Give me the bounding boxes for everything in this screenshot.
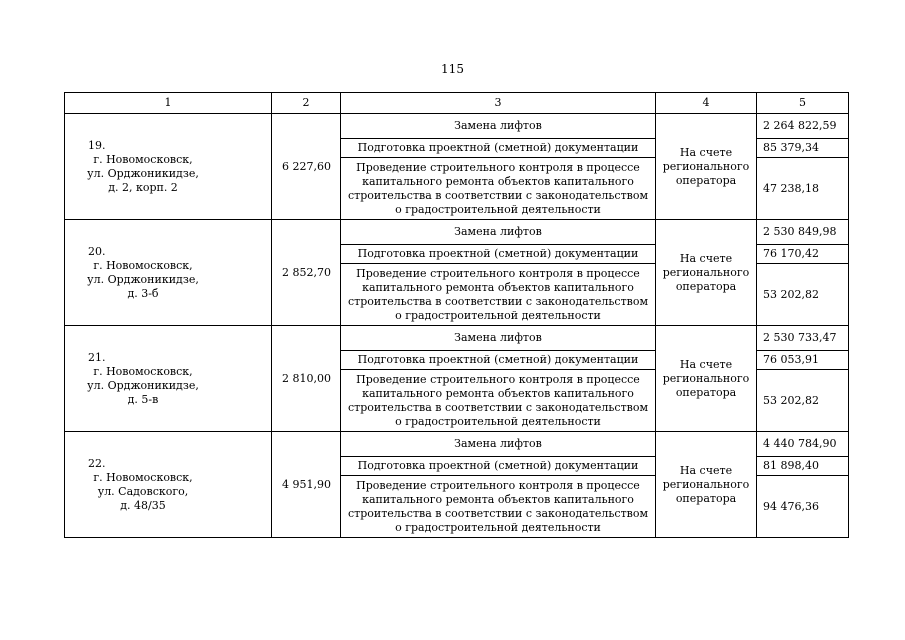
account-line: На счете	[679, 463, 733, 477]
address-line: г. Новомосковск,	[93, 364, 193, 378]
address-line: г. Новомосковск,	[93, 470, 193, 484]
account-line: оператора	[675, 173, 737, 187]
address-line: д. 2, корп. 2	[108, 180, 178, 194]
area-cell: 4 951,90	[272, 432, 341, 538]
cost-cell: 76 170,42	[757, 245, 849, 264]
account-line: оператора	[675, 279, 737, 293]
object-cell	[65, 326, 272, 432]
page-number: 115	[441, 62, 464, 76]
address	[68, 153, 218, 195]
address-line: д. 48/35	[120, 498, 166, 512]
header-cell: 1	[65, 93, 272, 114]
header-cell: 4	[656, 93, 757, 114]
header-row	[65, 93, 849, 114]
cost-cell: 2 264 822,59	[757, 114, 849, 139]
object-cell	[65, 432, 272, 538]
cost-cell: 85 379,34	[757, 139, 849, 158]
address-line: д. 3-б	[127, 286, 159, 300]
address-line: д. 5-в	[127, 392, 159, 406]
account-line: На счете	[679, 145, 733, 159]
row-number: 20.	[88, 244, 106, 258]
account-cell	[656, 114, 757, 220]
work-type-cell: Проведение строительного контроля в процессе капитального ремонта объектов капитального строительства в соответствии с законодательством о градостроительной деятельности	[341, 264, 656, 326]
account-line: На счете	[679, 357, 733, 371]
address-line: ул. Садовского,	[97, 484, 189, 498]
cost-cell: 76 053,91	[757, 351, 849, 370]
row-number: 22.	[88, 456, 106, 470]
table-row	[65, 220, 849, 245]
account-line: оператора	[675, 385, 737, 399]
cost-cell: 47 238,18	[757, 158, 849, 220]
header-cell: 2	[272, 93, 341, 114]
work-type-cell: Проведение строительного контроля в процессе капитального ремонта объектов капитального строительства в соответствии с законодательством о градостроительной деятельности	[341, 476, 656, 538]
row-number: 19.	[88, 138, 106, 152]
cost-cell: 2 530 849,98	[757, 220, 849, 245]
work-type-cell: Замена лифтов	[341, 432, 656, 457]
table-row	[65, 114, 849, 139]
cost-cell: 53 202,82	[757, 370, 849, 432]
address	[68, 365, 218, 407]
account-cell	[656, 326, 757, 432]
cost-cell: 4 440 784,90	[757, 432, 849, 457]
account-line: регионального	[662, 477, 750, 491]
work-type-cell: Замена лифтов	[341, 220, 656, 245]
account-line: На счете	[679, 251, 733, 265]
address-line: ул. Орджоникидзе,	[87, 272, 199, 286]
cost-cell: 53 202,82	[757, 264, 849, 326]
work-type-cell: Замена лифтов	[341, 326, 656, 351]
area-cell: 2 852,70	[272, 220, 341, 326]
address-line: ул. Орджоникидзе,	[87, 378, 199, 392]
address-line: г. Новомосковск,	[93, 258, 193, 272]
account-line: оператора	[675, 491, 737, 505]
row-number: 21.	[88, 350, 106, 364]
cost-cell: 94 476,36	[757, 476, 849, 538]
address-line: ул. Орджоникидзе,	[87, 166, 199, 180]
address-line: г. Новомосковск,	[93, 152, 193, 166]
work-type-cell: Проведение строительного контроля в процессе капитального ремонта объектов капитального строительства в соответствии с законодательством о градостроительной деятельности	[341, 370, 656, 432]
account-line: регионального	[662, 371, 750, 385]
cost-cell: 2 530 733,47	[757, 326, 849, 351]
table-row	[65, 432, 849, 457]
work-type-cell: Подготовка проектной (сметной) документации	[341, 139, 656, 158]
header-cell: 3	[341, 93, 656, 114]
account-line: регионального	[662, 265, 750, 279]
area-cell: 6 227,60	[272, 114, 341, 220]
area-cell: 2 810,00	[272, 326, 341, 432]
account-cell	[656, 432, 757, 538]
work-type-cell: Подготовка проектной (сметной) документации	[341, 351, 656, 370]
address	[68, 259, 218, 301]
table-row	[65, 326, 849, 351]
repair-works-table	[64, 92, 849, 538]
cost-cell: 81 898,40	[757, 457, 849, 476]
account-line: регионального	[662, 159, 750, 173]
work-type-cell: Подготовка проектной (сметной) документации	[341, 245, 656, 264]
work-type-cell: Проведение строительного контроля в процессе капитального ремонта объектов капитального строительства в соответствии с законодательством о градостроительной деятельности	[341, 158, 656, 220]
object-cell	[65, 114, 272, 220]
object-cell	[65, 220, 272, 326]
address	[68, 471, 218, 513]
account-cell	[656, 220, 757, 326]
work-type-cell: Подготовка проектной (сметной) документации	[341, 457, 656, 476]
header-cell: 5	[757, 93, 849, 114]
work-type-cell: Замена лифтов	[341, 114, 656, 139]
